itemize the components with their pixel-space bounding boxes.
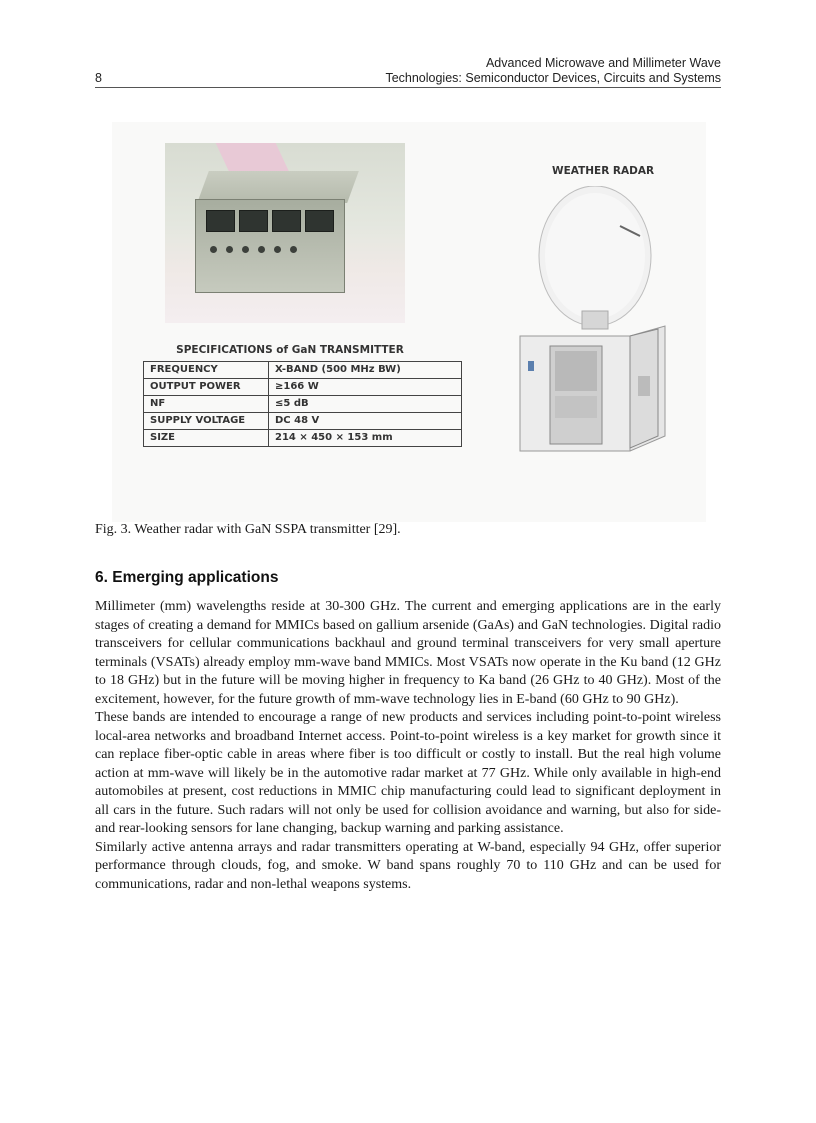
paragraph: Similarly active antenna arrays and radar transmitters operating at W-band, especially 94 GHz, offer superior performance through clouds, fog, and smoke. W band spans roughly 70 to 110 GHz and can be used for communications, radar and non-lethal weapons systems. <box>95 839 721 892</box>
running-title-line-2: Technologies: Semiconductor Devices, Circuits and Systems <box>385 71 721 85</box>
spec-key: SUPPLY VOLTAGE <box>144 413 269 430</box>
table-row <box>144 396 462 413</box>
spec-value: ≤5 dB <box>269 396 462 413</box>
paragraph: These bands are intended to encourage a range of new products and services including point-to-point wireless local-area networks and broadband Internet access. Point-to-point wireless is a key market for growth since it can replace fiber-optic cable in areas where fiber is too difficult or costly to install. But the real high volume action at mm-wave will likely be in the automotive radar market at 77 GHz. While only available in high-end automobiles at present, cost reductions in MMIC chip manufacturing could lead to significant deployment in all cars in the future. Such radars will not only be used for collision avoidance and warning, but also for side- and rear-looking sensors for lane changing, backup warning and parking assistance. <box>95 710 721 836</box>
weather-radar-label: WEATHER RADAR <box>552 165 655 177</box>
spec-key: OUTPUT POWER <box>144 379 269 396</box>
spec-key: SIZE <box>144 430 269 447</box>
table-row <box>144 379 462 396</box>
table-row <box>144 362 462 379</box>
figure-3 <box>112 122 706 522</box>
running-title <box>385 56 721 86</box>
paragraph: Millimeter (mm) wavelengths reside at 30-300 GHz. The current and emerging applications are in the early stages of creating a demand for MMICs based on gallium arsenide (GaAs) and GaN technologies. Digital radio transceivers for cellular communications backhaul and ground terminal transceivers for very small aperture terminals (VSATs) already employ mm-wave band MMICs. Most VSATs now operate in the Ku band (12 GHz to 18 GHz) but in the future will be moving higher in frequency to Ka band (26 GHz to 40 GHz). Most of the excitement, however, for the future growth of mm-wave technology lies in E-band (60 GHz to 90 GHz). <box>95 599 721 707</box>
spec-value: X-BAND (500 MHz BW) <box>269 362 462 379</box>
section-heading: 6. Emerging applications <box>95 569 279 586</box>
figure-caption: Fig. 3. Weather radar with GaN SSPA transmitter [29]. <box>95 522 401 537</box>
weather-radar-image <box>500 186 680 466</box>
spec-key: NF <box>144 396 269 413</box>
spec-value: ≥166 W <box>269 379 462 396</box>
gan-transmitter-photo <box>165 143 405 323</box>
spec-table-title: SPECIFICATIONS of GaN TRANSMITTER <box>176 344 404 356</box>
section-body <box>95 598 721 894</box>
table-row <box>144 413 462 430</box>
table-row <box>144 430 462 447</box>
spec-value: 214 × 450 × 153 mm <box>269 430 462 447</box>
spec-key: FREQUENCY <box>144 362 269 379</box>
spec-table <box>143 361 462 447</box>
page-header <box>95 56 721 88</box>
spec-value: DC 48 V <box>269 413 462 430</box>
header-rule <box>95 87 721 88</box>
page-number: 8 <box>95 71 102 85</box>
running-title-line-1: Advanced Microwave and Millimeter Wave <box>485 56 721 70</box>
